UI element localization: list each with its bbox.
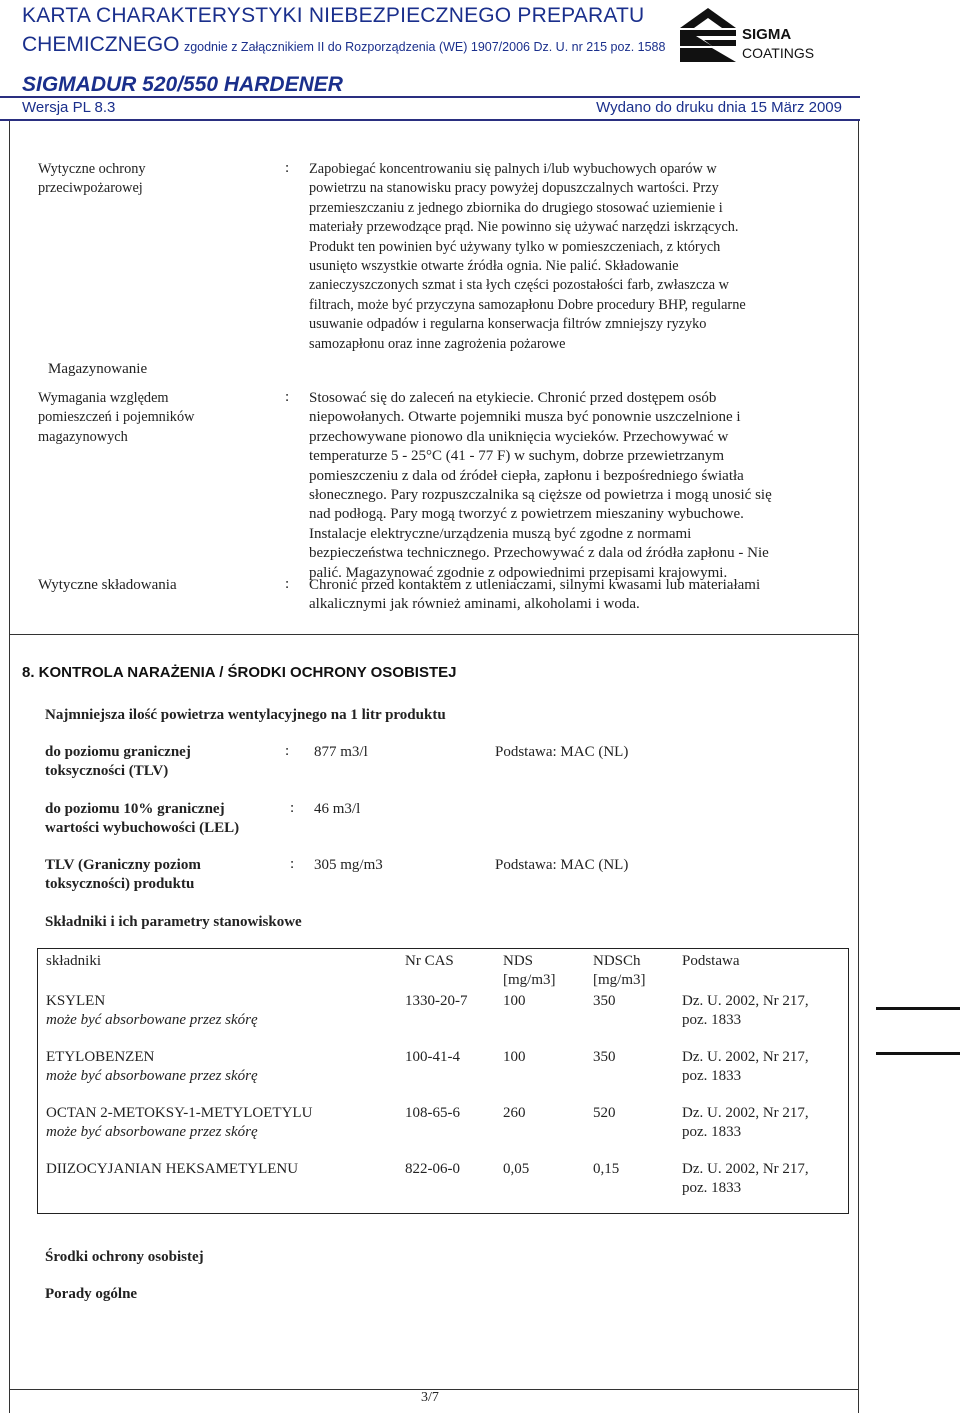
label-line: TLV (Graniczny poziom [45, 857, 201, 873]
basis-line: Dz. U. 2002, Nr 217, [682, 1049, 809, 1065]
table-row [46, 1160, 298, 1179]
text-line: alkalicznymi jak również aminami, alkoholami i woda. [309, 596, 640, 613]
document-title-line1: KARTA CHARAKTERYSTYKI NIEBEZPIECZNEGO PREPARATU [22, 4, 645, 27]
component-basis [682, 992, 809, 1030]
basis-line: poz. 1833 [682, 1068, 742, 1084]
header-line: NDSCh [593, 953, 641, 969]
label-line: do poziomu 10% granicznej [45, 801, 225, 817]
fire-protection-label [38, 160, 146, 199]
document-title-line2-row [22, 33, 665, 57]
component-name: OCTAN 2-METOKSY-1-METYLOETYLU [46, 1105, 313, 1121]
component-cas: 822-06-0 [405, 1161, 460, 1177]
text-line: materiały przewodzące prąd. Nie powinno się używać narzędzi iskrzących. [309, 219, 739, 236]
storage-requirements-label [38, 389, 194, 447]
storage-requirements-text [309, 389, 854, 583]
text-line: palić. Magazynować zgodnie z odpowiednimi przepisami krajowymi. [309, 564, 728, 581]
text-line: zanieczyszczonych szmat i sta łych części pozostałości farb, zwłaszcza w [309, 277, 729, 294]
storage-requirements-label-line: Wymagania względem [38, 390, 169, 406]
text-line: filtrach, może być przyczyna samozapłonu Dobre procedury BHP, regularne [309, 296, 746, 313]
logo-text-sigma: SIGMA [742, 26, 792, 43]
margin-rule [876, 1007, 960, 1010]
text-line: usuwanie odpadów i regularna konserwacja filtrów zmniejszy ryzyko [309, 316, 707, 333]
header-divider-bottom [0, 119, 860, 121]
fire-protection-label-line: Wytyczne ochrony [38, 161, 146, 177]
component-nds: 100 [503, 993, 526, 1009]
logo-text-coatings: COATINGS [742, 45, 815, 61]
basis-line: Dz. U. 2002, Nr 217, [682, 1161, 809, 1177]
header-line: [mg/m3] [503, 972, 556, 988]
storage-heading: Magazynowanie [48, 361, 148, 377]
basis-line: Dz. U. 2002, Nr 217, [682, 1105, 809, 1121]
storage-guidelines-colon: : [285, 576, 290, 592]
storage-requirements-colon: : [285, 389, 290, 405]
fire-protection-colon: : [285, 160, 290, 176]
component-note: może być absorbowane przez skórę [46, 1012, 258, 1028]
text-line: bezpieczeństwa technicznego. Przechowywać z dala od źródła zapłonu - Nie [309, 545, 769, 562]
label-line: toksyczności (TLV) [45, 763, 169, 780]
component-cas: 100-41-4 [405, 1049, 460, 1065]
text-line: przechowywane pionowo dla uniknięcia wycieków. Przechowywać w [309, 428, 729, 445]
frame-right-border [858, 121, 859, 1413]
table-row [46, 1104, 312, 1142]
text-line: temperaturze 5 - 25°C (41 - 77 F) w suchym, dobrze przewietrzanym [309, 448, 725, 465]
text-line: Zapobiegać koncentrowaniu się palnych i/lub wybuchowych oparów w [309, 161, 717, 177]
component-ndsch: 520 [593, 1105, 616, 1121]
tlv-ventilation-value: 877 m3/l [314, 744, 368, 760]
document-title-line2: CHEMICZNEGO [22, 33, 180, 56]
component-nds: 0,05 [503, 1161, 530, 1177]
tlv-ventilation-colon: : [285, 743, 290, 759]
table-header-basis: Podstawa [682, 953, 740, 969]
component-cas: 108-65-6 [405, 1105, 460, 1121]
component-note: może być absorbowane przez skórę [46, 1068, 258, 1084]
table-header-cas: Nr CAS [405, 953, 454, 969]
components-heading: Składniki i ich parametry stanowiskowe [45, 914, 302, 930]
component-ndsch: 350 [593, 993, 616, 1009]
text-line: nad podłogą. Pary mogą tworzyć z powietrzem mieszaniny wybuchowe. [309, 506, 744, 523]
text-line: samozapłonu oraz inne zagrożenia pożarowe [309, 335, 566, 352]
component-nds: 260 [503, 1105, 526, 1121]
table-header-nds [503, 952, 556, 990]
storage-guidelines-label: Wytyczne składowania [38, 577, 177, 593]
table-header-ndsch [593, 952, 646, 990]
tlv-product-basis: Podstawa: MAC (NL) [495, 857, 629, 873]
tlv-product-label [45, 856, 201, 895]
basis-line: poz. 1833 [682, 1012, 742, 1028]
sigma-logo-mark-icon [680, 8, 736, 62]
storage-guidelines-text [309, 576, 854, 615]
tlv-ventilation-basis: Podstawa: MAC (NL) [495, 744, 629, 760]
tlv-ventilation-label [45, 743, 191, 782]
header-divider-top [0, 96, 860, 98]
component-name: ETYLOBENZEN [46, 1049, 155, 1065]
issue-date: Wydano do druku dnia 15 März 2009 [596, 99, 842, 116]
text-line: Chronić przed kontaktem z utleniaczami, silnymi kwasami lub materiałami [309, 577, 761, 593]
ventilation-heading: Najmniejsza ilość powietrza wentylacyjnego na 1 litr produktu [45, 707, 446, 723]
lel-ventilation-colon: : [290, 800, 295, 816]
component-name: DIIZOCYJANIAN HEKSAMETYLENU [46, 1161, 299, 1177]
page-number: 3/7 [421, 1390, 439, 1405]
text-line: powietrzu na stanowisku pracy powyżej dopuszczalnych wartości. Przy [309, 180, 719, 197]
text-line: Instalacje elektryczne/urządzenia muszą być zgodne z normami [309, 525, 692, 542]
lel-ventilation-value: 46 m3/l [314, 801, 361, 817]
component-basis [682, 1048, 809, 1086]
component-ndsch: 0,15 [593, 1161, 620, 1177]
ppe-heading: Środki ochrony osobistej [45, 1249, 204, 1265]
components-table [37, 948, 849, 1214]
text-line: Stosować się do zaleceń na etykiecie. Chronić przed dostępem osób [309, 390, 717, 406]
text-line: usunięto wszystkie otwarte źródła ognia. Nie palić. Składowanie [309, 258, 679, 275]
storage-requirements-label-line: pomieszczeń i pojemników [38, 409, 195, 426]
lel-ventilation-label [45, 800, 239, 839]
component-basis [682, 1160, 809, 1198]
component-basis [682, 1104, 809, 1142]
header-line: [mg/m3] [593, 972, 646, 988]
section8-heading: 8. KONTROLA NARAŻENIA / ŚRODKI OCHRONY OSOBISTEJ [22, 664, 457, 681]
table-row [46, 992, 258, 1030]
component-note: może być absorbowane przez skórę [46, 1124, 258, 1140]
header-line: NDS [503, 953, 534, 969]
label-line: wartości wybuchowości (LEL) [45, 820, 240, 837]
fire-protection-text [309, 160, 849, 354]
component-cas: 1330-20-7 [405, 993, 468, 1009]
text-line: przemieszczaniu z jednego zbiornika do drugiego stosować uziemienie i [309, 199, 723, 216]
component-name: KSYLEN [46, 993, 106, 1009]
text-line: Produkt ten powinien być używany tylko w pomieszczeniach, z których [309, 238, 721, 255]
fire-protection-label-line: przeciwpożarowej [38, 180, 143, 197]
table-row [46, 1048, 258, 1086]
basis-line: poz. 1833 [682, 1180, 742, 1196]
frame-left-border [9, 121, 10, 1413]
product-name: SIGMADUR 520/550 HARDENER [22, 73, 343, 96]
basis-line: poz. 1833 [682, 1124, 742, 1140]
text-line: pomieszczeniu z dala od źródeł ciepła, zapłonu i bezpośredniego światła [309, 467, 744, 484]
storage-requirements-label-line: magazynowych [38, 428, 128, 445]
label-line: do poziomu granicznej [45, 744, 191, 760]
component-ndsch: 350 [593, 1049, 616, 1065]
label-line: toksyczności) produktu [45, 876, 195, 893]
text-line: słonecznego. Pary rozpuszczalnika są cięższe od powietrza i mogą unosić się [309, 487, 772, 504]
regulation-reference: zgodnie z Załącznikiem II do Rozporządzenia (WE) 1907/2006 Dz. U. nr 215 poz. 1588 [183, 40, 666, 54]
section-divider [9, 634, 859, 635]
text-line: niepowołanych. Otwarte pojemniki musza być ponownie uszczelnione i [309, 409, 741, 426]
table-header-component: składniki [46, 953, 101, 969]
margin-rule [876, 1052, 960, 1055]
tlv-product-value: 305 mg/m3 [314, 857, 383, 873]
component-nds: 100 [503, 1049, 526, 1065]
tlv-product-colon: : [290, 856, 295, 872]
general-advice-heading: Porady ogólne [45, 1286, 138, 1302]
basis-line: Dz. U. 2002, Nr 217, [682, 993, 809, 1009]
sigma-coatings-logo [676, 6, 826, 68]
version-label: Wersja PL 8.3 [22, 99, 116, 116]
